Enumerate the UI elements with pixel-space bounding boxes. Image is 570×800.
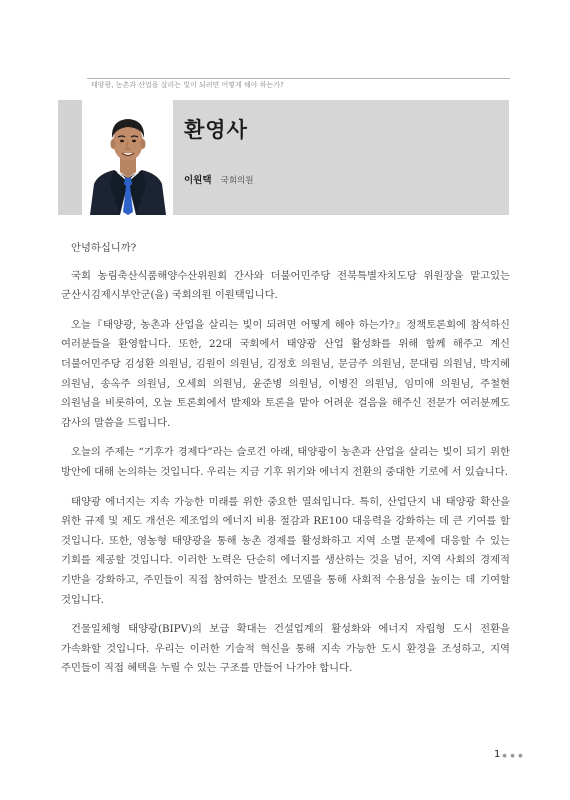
- author-photo: [86, 100, 170, 215]
- author-name: 이원택: [184, 175, 212, 186]
- paragraph-bipv: 건물일체형 태양광(BIPV)의 보급 확대는 건설업계의 활성화와 에너지 자립형 도시 전환을 가속화할 것입니다. 우리는 이러한 기술적 혁신을 통해 지속 가능한 도시 환경을 조성하고, 지역 주민들이 직접 혜택을 누릴 수 있는 구조를 만들어 나가야 합니다.: [61, 623, 510, 675]
- paragraph-topic: 오늘의 주제는 “기후가 경제다”라는 슬로건 아래, 태양광이 농촌과 산업을 살리는 빛이 되기 위한 방안에 대해 논의하는 것입니다. 우리는 지금 기후 위기와 에너지 전환의 중대한 기로에 서 있습니다.: [61, 446, 510, 478]
- author-role: 국회의원: [220, 176, 254, 186]
- paragraph-introduction: 국회 농림축산식품해양수산위원회 간사와 더불어민주당 전북특별자치도당 위원장을 맡고있는 군산시김제시부안군(을) 국회의원 이원택입니다.: [61, 269, 510, 302]
- author-line: [184, 168, 253, 187]
- page-number: [494, 749, 524, 760]
- portrait-photo-icon: [86, 100, 170, 215]
- paragraph-greeting: 안녕하십니까?: [71, 242, 137, 254]
- paragraph-welcome-thanks: 오늘『태양광, 농촌과 산업을 살리는 빛이 되려면 어떻게 해야 하는가?』정책토론회에 참석하신 여러분들을 환영합니다. 또한, 22대 국회에서 태양광 산업 활성화를 위해 함께 해주고 계신 더불어민주당 김성환 의원님, 김원이 의원님, 김정호 의원님, 문금주 의원님, 문대림 의원님, 박지혜 의원님, 송옥주 의원님, 오세희 의원님, 윤준병 의원님, 이병진 의원님, 임미애 의원님, 주철현 의원님을 비롯하여, 오늘 토론회에서 발제와 토론을 맡아 어려운 걸음을 해주신 전문가 여러분께도 감사의 말씀을 드립니다.: [61, 318, 510, 429]
- decorative-gray-bar: [58, 100, 82, 215]
- speech-body: [61, 239, 510, 689]
- title-block: [173, 100, 509, 215]
- page-title: 환영사: [184, 118, 248, 142]
- running-header: 태양광, 농촌과 산업을 살리는 빛이 되려면 어떻게 해야 하는가?: [91, 81, 284, 89]
- paragraph-solar-energy: 태양광 에너지는 지속 가능한 미래를 위한 중요한 열쇠입니다. 특히, 산업단지 내 태양광 확산을 위한 규제 및 제도 개선은 제조업의 에너지 비용 절감과 RE100 대응력을 강화하는 데 큰 기여를 할 것입니다. 또한, 영농형 태양광을 통해 농촌 경제를 활성화하고 지역 소멸 문제에 대응할 수 있는 기회를 제공할 것입니다. 이러한 노력은 단순히 에너지를 생산하는 것을 넘어, 지역 사회의 경제적 기반을 강화하고, 주민들이 직접 참여하는 발전소 모델을 통해 사회적 수용성을 높이는 데 기여할 것입니다.: [61, 495, 510, 606]
- page-number-value: 1: [494, 749, 501, 760]
- header-rule: [87, 78, 510, 79]
- page-dots-icon: ● ● ●: [502, 753, 524, 759]
